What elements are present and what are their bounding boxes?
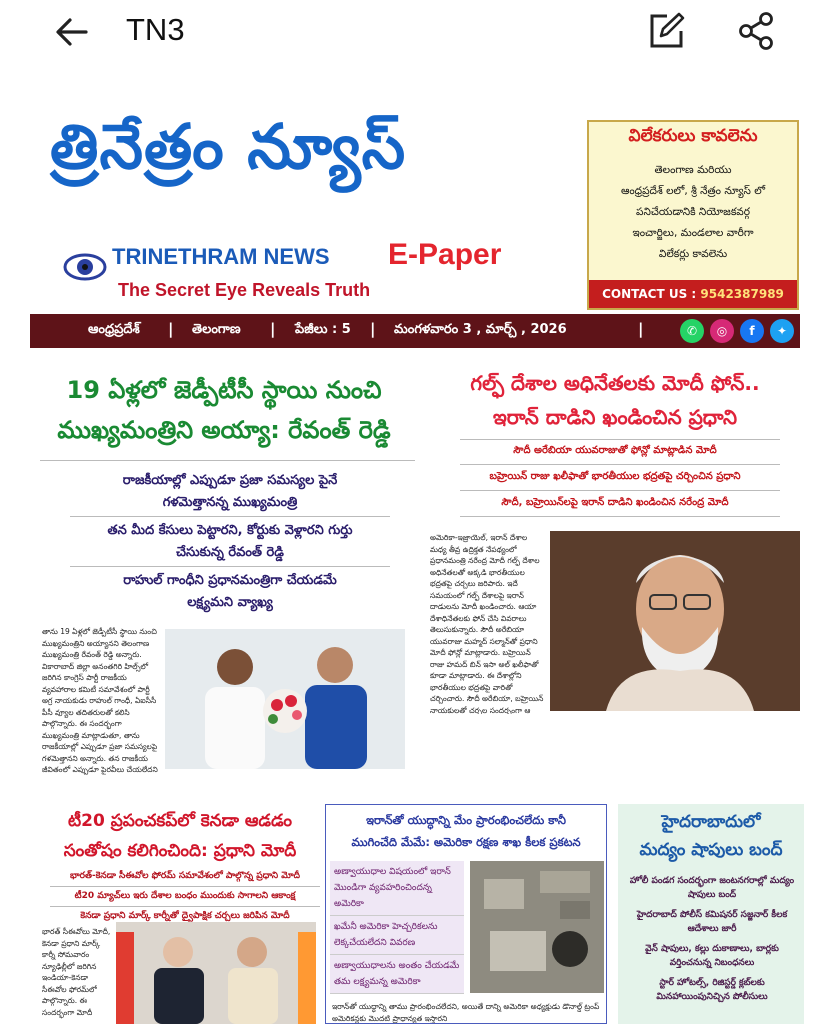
headline-line: 19 ఏళ్లలో జెడ్పీటీసీ స్థాయి నుంచి (66, 376, 382, 404)
story1-body: తాను 19 ఏళ్లలో జెడ్పీటీసీ స్థాయి నుంచి ముఖ్యమంత్రిని అయ్యానని తెలంగాణ ముఖ్యమంత్రి రేవంత్ రెడ్డి అన్నారు. వికారాబాద్ జిల్లా అనంతగిరి హిల్స్‌లో జరిగిన కాంగ్రెస్ పార్టీ రాజకీయ వ్యవహారాల కమిటీ సమావేశంలో పార్టీ అగ్ర నాయకుడు రాహుల్ గాంధీ, ఏఐసీసీ పీసీ వ్యూల తదితరులతో కలిసి పాల్గొన్నారు. ఈ సందర్భంగా ముఖ్యమంత్రి మాట్లాడుతూ, తాను రాజకీయాల్లో ఎప్పుడూ ప్రజా సమస్యలపై గళమెత్తానని అన్నారు. తన రాజకీయ జీవితంలో ఎప్పుడూ పైరవీలు చేయలేదని (42, 627, 158, 774)
eye-logo-icon (60, 242, 110, 292)
story4-box[interactable] (325, 804, 607, 1024)
contact-number: 9542387989 (700, 287, 784, 301)
story2-sub-3: సౌదీ, బహ్రెయిన్‌లపై ఇరాన్ దాడిని ఖండించిన నరేంద్ర మోదీ (501, 497, 729, 508)
edit-icon[interactable] (645, 10, 687, 52)
twitter-icon[interactable]: ✦ (770, 319, 794, 343)
story2-headline[interactable] (425, 366, 805, 434)
nav-separator: | (168, 320, 174, 338)
list-item: ఖమేనీ అమెరికా హెచ్చరికలను లెక్కచేయలేదని వివరణ (330, 916, 464, 955)
divider (460, 516, 780, 517)
whatsapp-icon[interactable]: ✆ (680, 319, 704, 343)
instagram-icon[interactable]: ◎ (710, 319, 734, 343)
ad-line: తెలంగాణ మరియు (654, 164, 732, 176)
list-item: అణ్వాయుధాల విషయంలో ఇరాన్ మొండిగా వ్యవహరించిందన్న అమెరికా (330, 861, 464, 916)
subhead-line: లక్ష్యమని వ్యాఖ్య (187, 595, 273, 610)
app-title: TN3 (126, 12, 185, 47)
headline-line: హైదరాబాదులో (661, 812, 761, 832)
subhead-line: రాజకీయాల్లో ఎప్పుడూ ప్రజా సమస్యల పైనే (122, 473, 338, 488)
headline-line: మద్యం షాపులు బంద్ (639, 840, 783, 860)
subhead-line: తన మీద కేసులు పెట్టారని, కోర్టుకు వెళ్లారని గుర్తు (107, 523, 353, 538)
nav-separator: | (370, 320, 376, 338)
list-item: హోలీ పండగ సందర్భంగా జంటనగరాల్లో మద్యం షాపులు బంద్ (629, 876, 795, 900)
share-icon[interactable] (735, 10, 777, 52)
nav-andhra[interactable]: ఆంధ్రప్రదేశ్ (88, 322, 140, 337)
divider (40, 460, 415, 461)
divider (460, 490, 780, 491)
modi-photo (550, 531, 800, 711)
subhead-line: చేసుకున్న రేవంత్ రెడ్డి (176, 545, 284, 560)
list-item: అణ్వాయుధాలను అంతం చేయడమే తమ లక్ష్యమన్న అమెరికా (330, 955, 464, 994)
story2-sub-1: సౌదీ అరేబియా యువరాజుతో ఫోన్లో మాట్లాడిన మోదీ (513, 445, 717, 456)
ad-line: ఆంధ్రప్రదేశ్ లలో, శ్రీ నేత్రం న్యూస్ లో (620, 185, 766, 197)
divider (50, 886, 320, 887)
divider (460, 439, 780, 440)
headline-line: ముగించేది మేమే: అమెరికా రక్షణ శాఖ కీలక ప్రకటన (351, 835, 581, 849)
story1-sub-1 (50, 470, 410, 514)
nav-separator: | (638, 320, 644, 338)
headline-line: ముఖ్యమంత్రిని అయ్యా: రేవంత్ రెడ్డి (57, 416, 391, 444)
subhead-line: రాహుల్ గాంధీని ప్రధానమంత్రిగా చేయడమే (123, 573, 337, 588)
story4-body: ఇరాన్‌తో యుద్ధాన్ని తాము ప్రారంభించలేదని, అయితే దాన్ని అమెరికా అధ్యక్షుడు డొనాల్డ్ ట్రంప్ అమెరికన్లకు మొదటి ప్రాధాన్యత ఇస్తారని (332, 1002, 600, 1023)
tagline: The Secret Eye Reveals Truth (118, 280, 371, 300)
headline-line: సంతోషం కలిగించింది: ప్రధాని మోదీ (63, 841, 297, 861)
facebook-icon[interactable]: f (740, 319, 764, 343)
nav-pages: పేజీలు : 5 (295, 322, 351, 337)
subhead-line: గళమెత్తానన్న ముఖ్యమంత్రి (162, 495, 298, 510)
story5-headline (618, 808, 804, 864)
story2-sub-2: బహ్రెయిన్ రాజు ఖలీఫాతో భారతీయుల భద్రతపై చర్చించిన ప్రధాని (489, 471, 741, 482)
list-item: స్టార్ హోటల్స్, రిజిస్టర్డ్ క్లబ్‌లకు మినహాయింపునిచ్చిన పోలీసులు (656, 978, 768, 1002)
headline-line: ఇరాన్‌తో యుద్ధాన్ని మేం ప్రారంభించలేదు కానీ (366, 813, 566, 827)
masthead-title: త్రినేత్రం న్యూస్ (50, 110, 407, 183)
ad-line: ఇంచార్జిలు, మండలాల వారీగా (632, 227, 754, 239)
headline-line: గల్ఫ్ దేశాల అధినేతలకు మోదీ ఫోన్.. (470, 371, 760, 395)
story4-headline (332, 809, 600, 853)
satellite-photo (470, 861, 604, 993)
story3-sub-3: కెనడా ప్రధాని మార్క్ కార్నీతో ద్వైపాక్షిక చర్చలు జరిపిన మోదీ (80, 911, 290, 921)
divider (70, 566, 390, 567)
nav-separator: | (270, 320, 276, 338)
arrow-left-icon[interactable] (52, 14, 92, 50)
nav-date: మంగళవారం 3 , మార్చ్ , 2026 (394, 322, 567, 337)
contact-label: CONTACT US : (602, 287, 697, 301)
story5-box[interactable] (618, 804, 804, 1024)
ad-contact (589, 280, 797, 308)
story4-points (330, 861, 464, 994)
ad-body (599, 160, 787, 265)
divider (460, 464, 780, 465)
epaper-page[interactable] (30, 104, 806, 1024)
list-item: వైన్ షాపులు, కల్లు దుకాణాలు, బార్లకు వర్తించనున్న నిబంధనలు (645, 944, 779, 968)
masthead (30, 104, 806, 314)
story2-body-cont (430, 712, 802, 784)
story1-body-cont (42, 769, 417, 781)
story3-sub-1: భారత్-కెనడా సీఈవోల ఫోరమ్ సమావేశంలో పాల్గొన్న ప్రధాని మోదీ (69, 871, 300, 881)
story3-sub-2: టీ20 మ్యాచ్‌లు ఇరు దేశాల బంధం ముందుకు సాగాలని ఆకాంక్ష (74, 891, 296, 901)
list-item: హైదరాబాద్ పోలీస్ కమిషనర్ సజ్జనార్ కీలక ఆదేశాలు జారీ (636, 910, 788, 934)
divider (50, 906, 320, 907)
story3-body: భారత్ సీఈవోలు మోదీ, కెనడా ప్రధాని మార్క్ కార్నీ సోమవారం న్యూఢిల్లీలో జరిగిన ఇండియా-కెనడా సీఈవోల ఫోరమ్‌లో పాల్గొన్నారు. ఈ సందర్భంగా మోదీ (42, 927, 111, 1017)
app-bar (0, 0, 826, 64)
epaper-label: E-Paper (388, 238, 502, 271)
recruitment-ad (587, 120, 799, 310)
story1-sub-2 (50, 520, 410, 564)
revanth-rahul-photo (165, 629, 405, 769)
story1-sub-3 (50, 570, 410, 614)
headline-line: ఇరాన్ దాడిని ఖండించిన ప్రధాని (492, 405, 738, 429)
story3-headline[interactable] (40, 806, 320, 866)
headline-line: టీ20 ప్రపంచకప్‌లో కెనడా ఆడడం (68, 811, 292, 831)
story2-body: అమెరికా-ఇజ్రాయెల్, ఇరాన్ దేశాల మధ్య తీవ్ర ఉద్రిక్తత నేపథ్యంలో ప్రధానమంత్రి నరేంద్ర మోదీ గల్ఫ్ దేశాల అధినేతలతో అక్కడి భారతీయుల భద్రతపై చర్చలు జరిపారు. ఇదే సమయంలో గల్ఫ్ దేశాలపై ఇరాన్ దాడులను మోదీ ఖండించారు. ఆయా దేశాధినేతలకు ఫోన్ చేసి వివరాలు తెలుసుకున్నారు. సౌదీ అరేబియా యువరాజు మహ్మద్ సల్మాన్‌తో ప్రధాని మోదీ ఫోన్లో మాట్లాడారు. బహ్రెయిన్ రాజు హమద్ బిన్ ఇసా అల్ ఖలీఫాతో కూడా మాట్లాడారు. ఈ దేశాల్లోని భారతీయుల భద్రతపై వారితో చర్చించారు. సౌదీ అరేబియా, బహ్రెయిన్ నాయకులతో చర్చల సందర్భంగా ఆ (430, 533, 544, 714)
ad-line: పనిచేయడానికి నియోజకవర్గ (636, 206, 750, 218)
nav-telangana[interactable]: తెలంగాణ (192, 322, 241, 337)
brand-name: TRINETHRAM NEWS (112, 244, 330, 269)
ad-title: విలేకరులు కావలెను (628, 126, 758, 146)
story1-headline[interactable] (30, 370, 418, 450)
divider (70, 516, 390, 517)
section-navbar (30, 314, 800, 348)
modi-carney-photo (116, 922, 316, 1024)
ad-line: విలేకర్లు కావలెను (658, 248, 728, 260)
